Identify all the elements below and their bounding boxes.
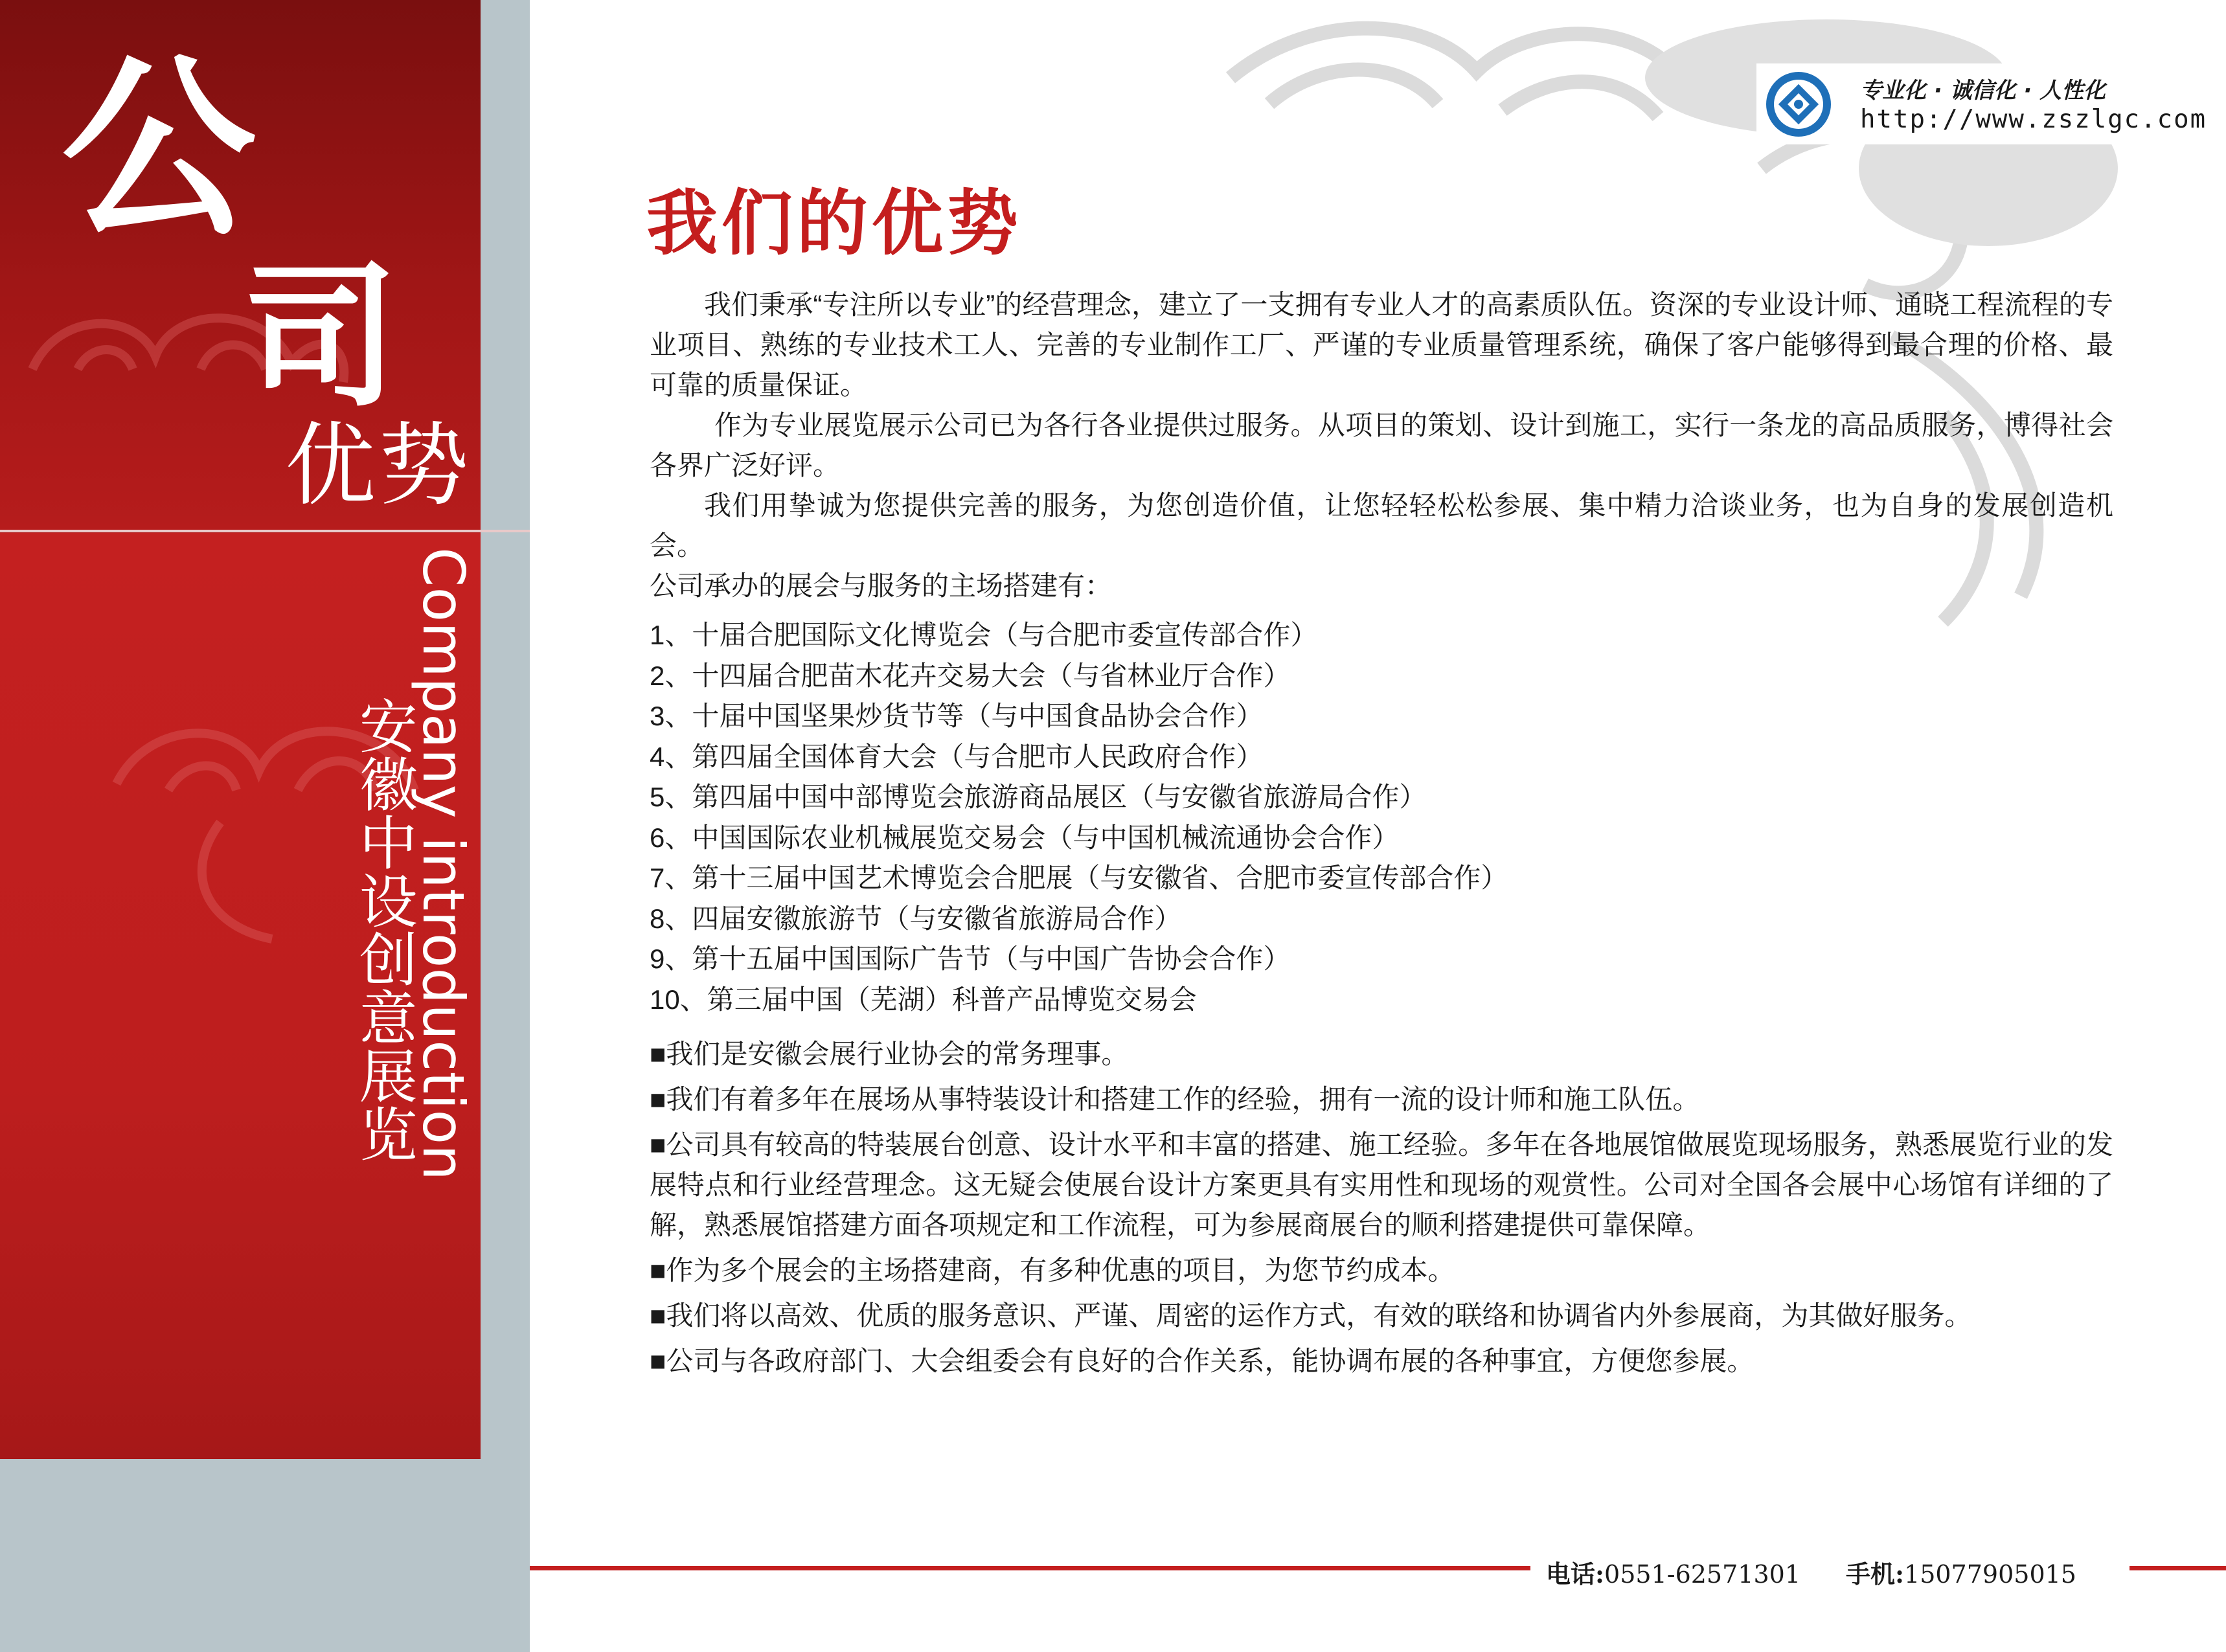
intro-paragraph-3: 我们用挚诚为您提供完善的服务，为您创造价值，让您轻轻松松参展、集中精力洽谈业务，也为自身的发展创造机会。 (650, 490, 2113, 561)
header-slogan: 专业化 · 诚信化 · 人性化 (1860, 78, 2106, 104)
list-item: 10、第三届中国（芜湖）科普产品博览交易会 (650, 984, 1197, 1015)
list-item: 5、第四届中国中部博览会旅游商品展区（与安徽省旅游局合作） (650, 782, 1427, 812)
list-item: 9、第十五届中国国际广告节（与中国广告协会合作） (650, 944, 1291, 974)
bullet-item: ■公司具有较高的特装展台创意、设计水平和丰富的搭建、施工经验。多年在各地展馆做展览现场服务，熟悉展览行业的发展特点和行业经营理念。这无疑会使展台设计方案更具有实用性和现场的观赏性。公司对全国各会展中心场馆有详细的了解，熟悉展馆搭建方面各项规定和工作流程，可为参展商展台的顺利搭建提供可靠保障。 (650, 1129, 2113, 1240)
sidebar (0, 0, 481, 1652)
page-title: 我们的优势 (646, 181, 1022, 265)
header-url-link[interactable]: http://www.zszlgc.com (1860, 105, 2207, 134)
sidebar-gray-strip (481, 0, 530, 1652)
footer-divider-left (530, 1566, 1530, 1570)
footer-divider-right (2129, 1566, 2226, 1570)
bullet-item: ■我们有着多年在展场从事特装设计和搭建工作的经验，拥有一流的设计师和施工队伍。 (650, 1084, 1700, 1115)
list-item: 1、十届合肥国际文化博览会（与合肥市委宣传部合作） (650, 620, 1318, 650)
events-list (650, 615, 2113, 1020)
sidebar-char-gong: 公 (62, 34, 256, 263)
sidebar-divider (0, 530, 530, 532)
sidebar-subtitle: 优势 (285, 413, 472, 519)
sidebar-english-label: Company introduction (410, 547, 477, 1181)
phone-label: 电话: (1546, 1559, 1605, 1589)
mobile-number[interactable]: 15077905015 (1904, 1560, 2076, 1589)
bullet-item: ■我们是安徽会展行业协会的常务理事。 (650, 1039, 1129, 1069)
list-item: 6、中国国际农业机械展览交易会（与中国机械流通协会合作） (650, 822, 1400, 853)
intro-paragraph-1: 我们秉承“专注所以专业”的经营理念，建立了一支拥有专业人才的高素质队伍。资深的专业设计师、通晓工程流程的专业项目、熟练的专业技术工人、完善的专业制作工厂、严谨的专业质量管理系统，确保了客户能够得到最合理的价格、最可靠的质量保证。 (650, 289, 2113, 400)
bullet-item: ■公司与各政府部门、大会组委会有良好的合作关系，能协调布展的各种事宜，方便您参展。 (650, 1346, 1755, 1376)
events-list-intro: 公司承办的展会与服务的主场搭建有： (650, 571, 1113, 601)
intro-paragraph-2: 作为专业展览展示公司已为各行各业提供过服务。从项目的策划、设计到施工，实行一条龙的高品质服务，博得社会各界广泛好评。 (650, 410, 2113, 481)
sidebar-char-si: 司 (243, 245, 399, 428)
list-item: 2、十四届合肥苗木花卉交易大会（与省林业厅合作） (650, 660, 1291, 691)
list-item: 3、十届中国坚果炒货节等（与中国食品协会合作） (650, 701, 1264, 731)
list-item: 4、第四届全国体育大会（与合肥市人民政府合作） (650, 741, 1264, 772)
bullet-item: ■作为多个展会的主场搭建商，有多种优惠的项目，为您节约成本。 (650, 1255, 1455, 1285)
bullet-item: ■我们将以高效、优质的服务意识、严谨、周密的运作方式，有效的联络和协调省内外参展商，为其做好服务。 (650, 1300, 1972, 1331)
phone-number[interactable]: 0551-62571301 (1604, 1560, 1800, 1589)
main-content (650, 285, 2113, 1386)
mobile-label: 手机: (1846, 1559, 1905, 1589)
footer-phone (1546, 1554, 1800, 1590)
advantages-bullet-list (650, 1034, 2113, 1381)
sidebar-gray-bottom (0, 1459, 530, 1652)
footer-mobile (1846, 1554, 2076, 1590)
sidebar-company-name: 安徽中设创意展览 (348, 696, 417, 1162)
company-logo-icon (1763, 69, 1834, 140)
list-item: 7、第十三届中国艺术博览会合肥展（与安徽省、合肥市委宣传部合作） (650, 863, 1508, 893)
list-item: 8、四届安徽旅游节（与安徽省旅游局合作） (650, 903, 1182, 934)
